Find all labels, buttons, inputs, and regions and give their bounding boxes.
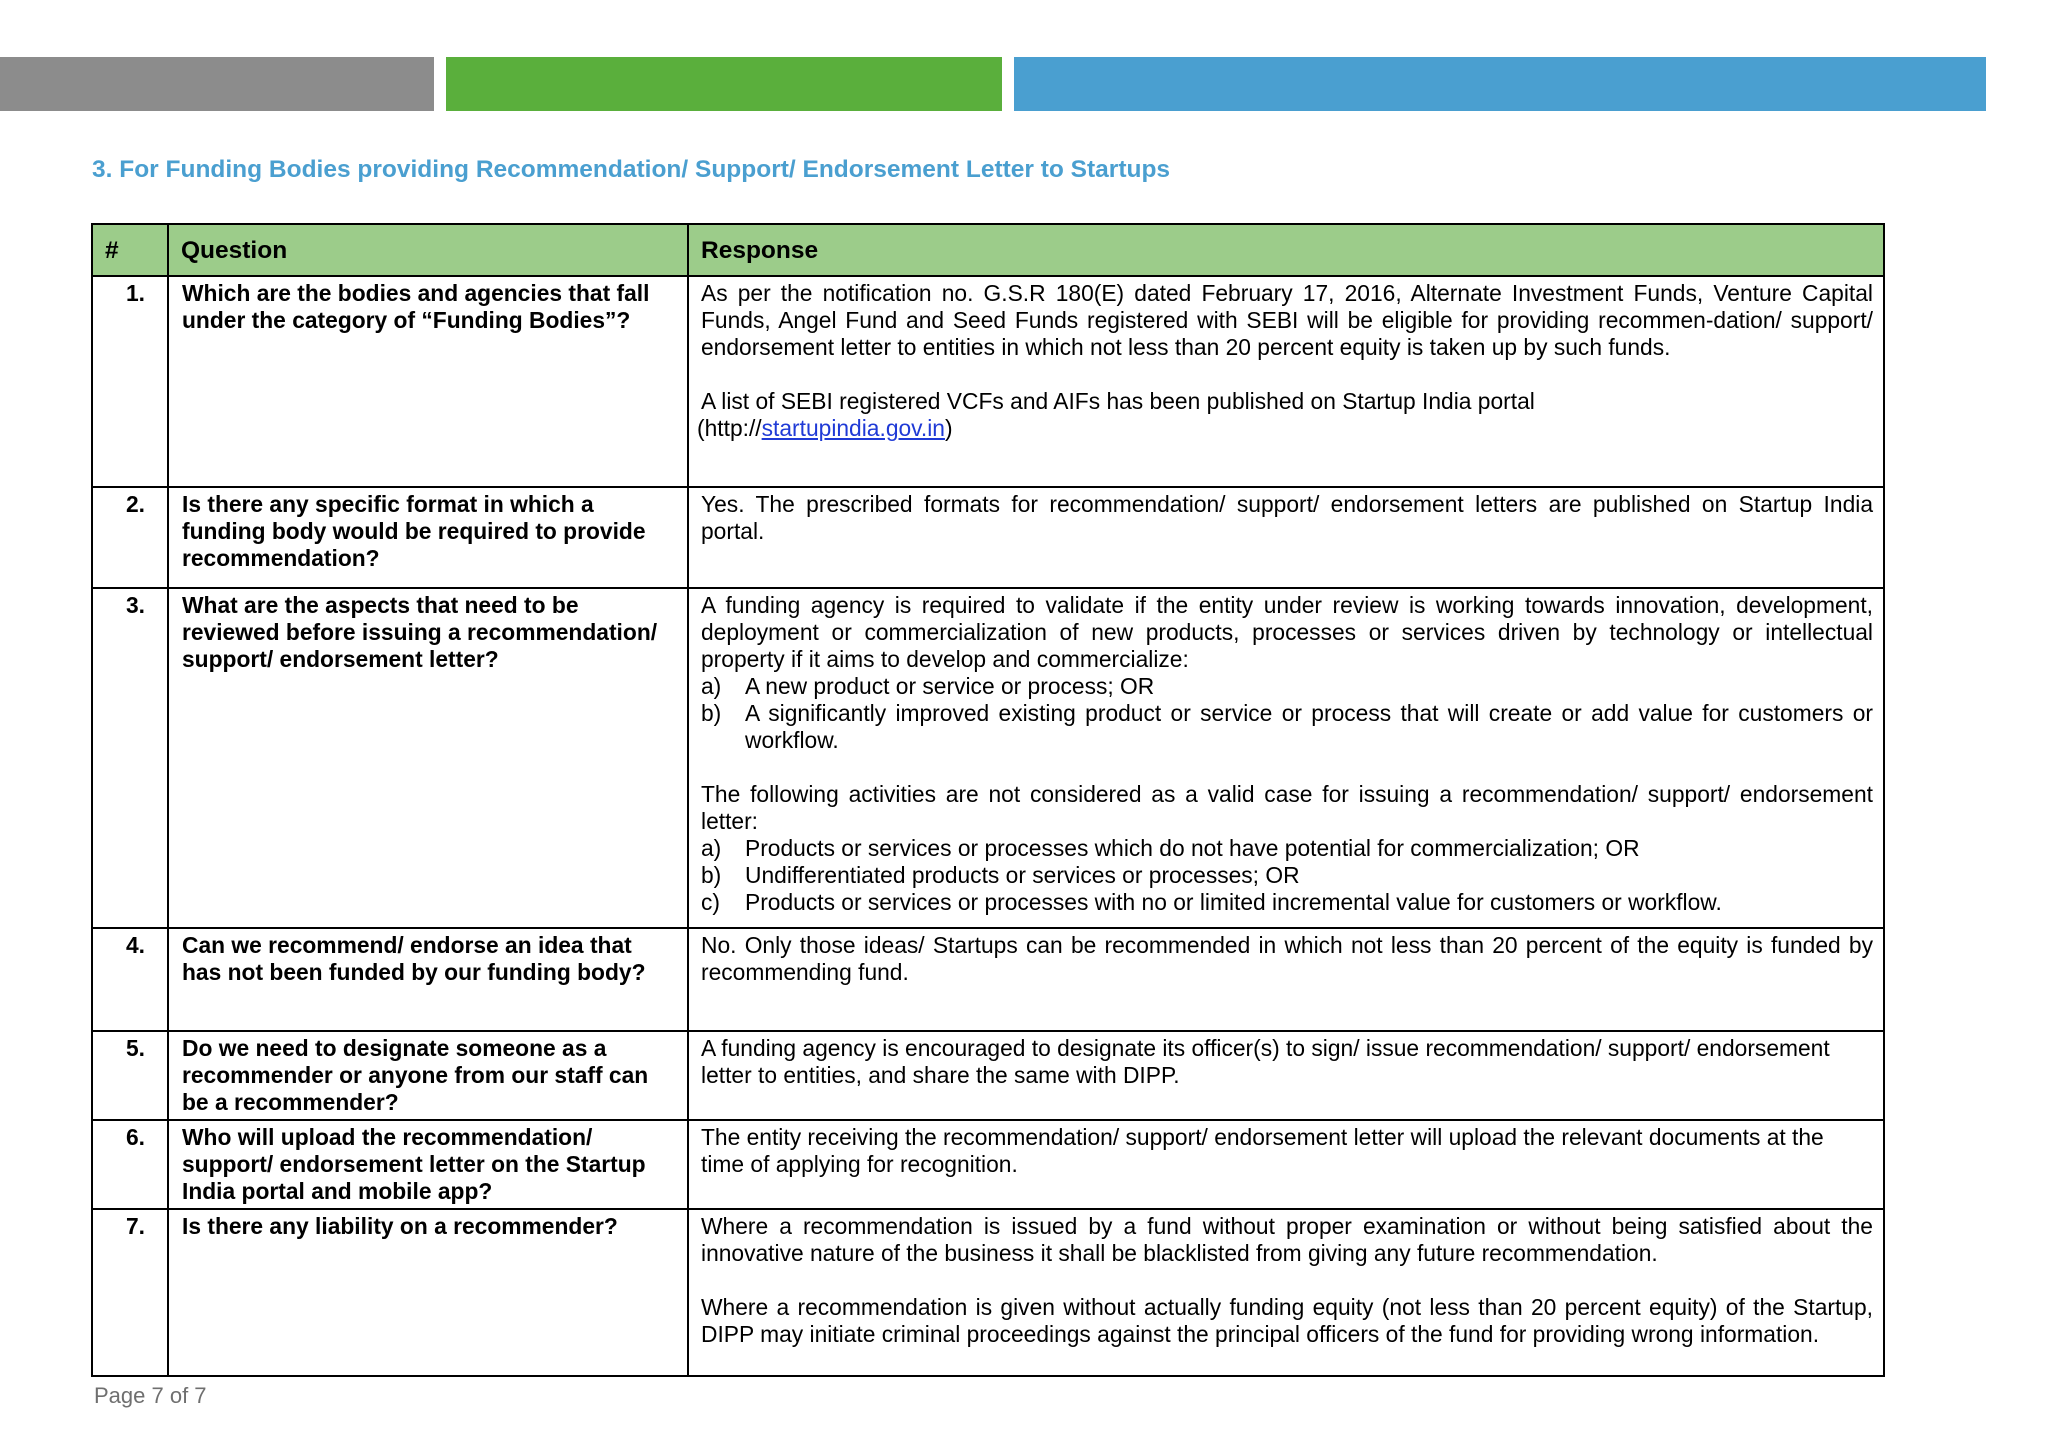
table-row: [92, 588, 1884, 928]
list-item: a) A new product or service or process; OR: [701, 673, 1155, 699]
row-number: 6.: [92, 1120, 168, 1209]
response-paragraph: A list of SEBI registered VCFs and AIFs has been published on Startup India portal: [701, 388, 1535, 414]
row-number: 7.: [92, 1209, 168, 1376]
response-cell: [688, 1031, 1884, 1120]
response-paragraph: As per the notification no. G.S.R 180(E) dated February 17, 2016, Alternate Investment Funds, Venture Capital Funds, Angel Fund and Seed Funds registered with SEBI will be eligible for providing recommen-dation/ support/ endorsement letter to entities in which not less than 20 percent equity is taken up by such funds.: [701, 280, 1873, 360]
section-title: 3. For Funding Bodies providing Recommendation/ Support/ Endorsement Letter to Startups: [92, 156, 1171, 183]
list-item: a) Products or services or processes which do not have potential for commercialization; OR: [701, 835, 1640, 861]
table-row: [92, 1031, 1884, 1120]
header-question: Question: [168, 224, 688, 276]
response-paragraph: The entity receiving the recommendation/ support/ endorsement letter will upload the relevant documents at the time of applying for recognition.: [701, 1124, 1824, 1177]
header-band-blue: [1014, 57, 1986, 111]
table-row: [92, 928, 1884, 1031]
url-prefix: (http://: [697, 415, 762, 441]
question-cell: Do we need to designate someone as a recommender or anyone from our staff can be a recommender?: [168, 1031, 688, 1120]
question-cell: Can we recommend/ endorse an idea that has not been funded by our funding body?: [168, 928, 688, 1031]
response-paragraph: Yes. The prescribed formats for recommendation/ support/ endorsement letters are published on Startup India portal.: [701, 491, 1873, 544]
response-paragraph: A funding agency is encouraged to designate its officer(s) to sign/ issue recommendation/ support/ endorsement letter to entities, and share the same with DIPP.: [701, 1035, 1830, 1088]
portal-url: [697, 415, 1873, 442]
table-row: [92, 276, 1884, 487]
row-number: 2.: [92, 487, 168, 588]
table-row: [92, 1120, 1884, 1209]
header-response: Response: [688, 224, 1884, 276]
question-cell: What are the aspects that need to be reviewed before issuing a recommendation/ support/ endorsement letter?: [168, 588, 688, 928]
exclusion-list: [701, 835, 1873, 916]
response-paragraph: Where a recommendation is given without actually funding equity (not less than 20 percent equity) of the Startup, DIPP may initiate criminal proceedings against the principal officers of the fund for providing wrong information.: [701, 1294, 1873, 1347]
startupindia-link[interactable]: startupindia.gov.in: [761, 415, 945, 441]
list-item: b) Undifferentiated products or services or processes; OR: [701, 862, 1300, 888]
header-num: #: [92, 224, 168, 276]
criteria-list: [701, 673, 1873, 754]
question-cell: Is there any specific format in which a funding body would be required to provide recommendation?: [168, 487, 688, 588]
row-number: 5.: [92, 1031, 168, 1120]
header-band-gray: [0, 57, 434, 111]
table-row: [92, 1209, 1884, 1376]
table-header-row: [92, 224, 1884, 276]
response-cell: [688, 487, 1884, 588]
response-cell: [688, 588, 1884, 928]
response-cell: [688, 928, 1884, 1031]
question-cell: Which are the bodies and agencies that fall under the category of “Funding Bodies”?: [168, 276, 688, 487]
response-cell: [688, 1120, 1884, 1209]
table-row: [92, 487, 1884, 588]
response-paragraph: The following activities are not considered as a valid case for issuing a recommendation/ support/ endorsement letter:: [701, 781, 1873, 834]
page-number: Page 7 of 7: [94, 1383, 207, 1408]
row-number: 3.: [92, 588, 168, 928]
response-cell: [688, 276, 1884, 487]
response-cell: [688, 1209, 1884, 1376]
url-suffix: ): [944, 415, 953, 441]
header-band-green: [446, 57, 1002, 111]
row-number: 4.: [92, 928, 168, 1031]
response-paragraph: Where a recommendation is issued by a fund without proper examination or without being satisfied about the innovative nature of the business it shall be blacklisted from giving any future recommendation.: [701, 1213, 1873, 1266]
question-cell: Is there any liability on a recommender?: [168, 1209, 688, 1376]
question-cell: Who will upload the recommendation/ support/ endorsement letter on the Startup India portal and mobile app?: [168, 1120, 688, 1209]
response-paragraph: No. Only those ideas/ Startups can be recommended in which not less than 20 percent of the equity is funded by recommending fund.: [701, 932, 1873, 985]
response-paragraph: A funding agency is required to validate if the entity under review is working towards innovation, development, deployment or commercialization of new products, processes or services driven by technology or intellectual property if it aims to develop and commercialize:: [701, 592, 1873, 672]
list-item: b) A significantly improved existing product or service or process that will create or add value for customers or workflow.: [701, 700, 1873, 753]
list-item: c) Products or services or processes with no or limited incremental value for customers or workflow.: [701, 889, 1722, 915]
faq-table: [91, 223, 1885, 1377]
row-number: 1.: [92, 276, 168, 487]
